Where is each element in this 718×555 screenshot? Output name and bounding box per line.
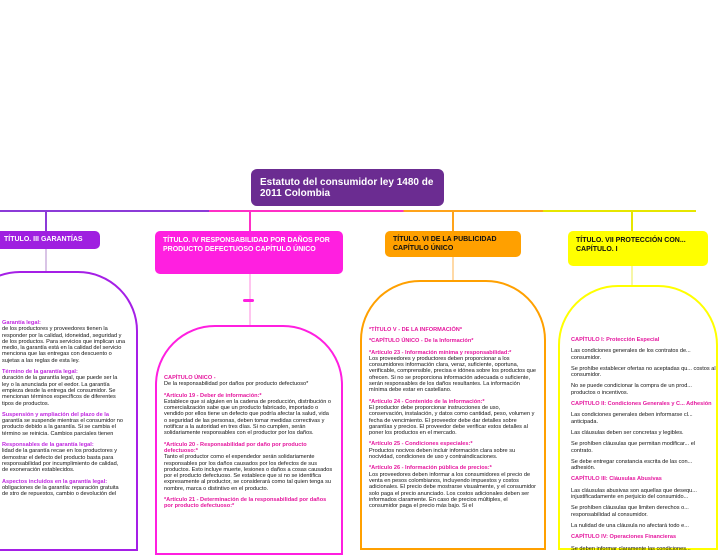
card-paragraph (571, 337, 716, 343)
topic-responsabilidad[interactable]: TÍTULO. IV RESPONSABILIDAD POR DAÑOS POR PRODUCTO DEFECTUOSO CAPÍTULO ÚNICO (155, 231, 343, 274)
topic-proteccion[interactable]: TÍTULO. VII PROTECCIÓN CON... CAPÍTULO. I (568, 231, 708, 266)
card-heading: *Artículo 24 - Contenido de la información:* (369, 398, 485, 405)
card-paragraph (571, 488, 716, 501)
card-paragraph (571, 505, 716, 518)
card-text: Se prohíbe establecer ofertas no aceptadas qu... costos al consumidor. (571, 365, 716, 379)
card-paragraph (369, 338, 536, 344)
card-heading: CAPÍTULO IV: Operaciones Financieras (571, 534, 677, 541)
card-paragraph (571, 366, 716, 379)
card-paragraph (571, 348, 716, 361)
card-paragraph (571, 476, 716, 482)
card-paragraph (164, 497, 333, 510)
card-text: De la responsabilidad por daños por producto defectuoso* (164, 381, 309, 388)
card-paragraph (571, 412, 716, 425)
card-text: Se deben informar claramente las condiciones... (571, 545, 691, 552)
card-paragraph (369, 441, 536, 460)
card-garantias[interactable] (0, 271, 138, 551)
card-paragraph (571, 383, 716, 396)
card-heading: *TÍTULO V - DE LA INFORMACIÓN* (369, 327, 463, 333)
connector-responsabilidad (249, 211, 251, 231)
card-text: Los proveedores y productores deben proporcionar a los consumidores información clara, veraz, suficiente, oportuna, verificable, comprensible, precisa e idónea sobre los productos que ofrecen. Si no se proporciona información adecuada o suficiente, serán responsables de los daños resultantes. La información mínima debe estar en castellano. (369, 355, 536, 394)
card-paragraph (571, 401, 716, 407)
connector-proteccion (631, 211, 633, 231)
card-paragraph (369, 399, 536, 437)
card-heading: Aspectos incluidos en la garantía legal: (2, 478, 108, 485)
card-paragraph (571, 430, 716, 436)
card-heading: Garantía legal: (2, 320, 41, 326)
topic-publicidad[interactable]: TÍTULO. VI DE LA PUBLICIDAD CAPÍTULO ÚNICO (385, 231, 521, 257)
card-paragraph (571, 534, 716, 540)
card-paragraph (571, 523, 716, 529)
card-paragraph (2, 479, 126, 498)
card-paragraph (571, 459, 716, 472)
card-text: El productor debe proporcionar instrucciones de uso, conservación, instalación, y datos como cantidad, peso, volumen y fecha de vencimiento. El proveedor debe dar detalles sobre garantías y precios. El proveedor debe verificar estos detalles al poner los productos en el mercado. (369, 404, 535, 437)
card-text: de los productores y proveedores tienen la responder por la calidad, idoneidad, seguridad y de los productos. Para servicios que implican una medio, la garantía está en la calidad del servicio menciona que las entregas con descuento o sujetas a las reglas de esta ley. (2, 326, 126, 364)
card-text: Los proveedores deben informar a los consumidores el precio de venta en pesos colombianos, incluyendo impuestos y costos adicionales. El precio debe mostrarse visualmente, y el consumidor solo paga el precio anunciado. Los costos adicionales deben ser informados claramente. En caso de precios múltiples, el consumidor paga el precio más bajo. Si el (369, 471, 536, 510)
connector-publicidad-card (452, 257, 454, 280)
card-paragraph (369, 350, 536, 394)
card-text: Se prohíben cláusulas que permitan modificar... el contrato. (571, 441, 696, 454)
card-text: lidad de la garantía recae en los productores y demostrar el defecto del producto basta para responsabilidad por incumplimiento de calidad, de exoneración establecidos. (2, 448, 119, 474)
card-text: Las cláusulas deben ser concretas y legibles. (571, 429, 684, 436)
card-heading: *Artículo 23 - Información mínima y responsabilidad:* (369, 349, 512, 356)
card-heading: CAPÍTULO ÚNICO - (164, 375, 216, 381)
card-paragraph (571, 546, 716, 552)
card-paragraph (164, 375, 333, 388)
card-text: duración de la garantía legal, que puede ser la ley o la anunciada por el eedor. La garantía empieza desde la entrega del consumidor. Se mencionan términos específicos de diferentes tipos de productos. (2, 375, 118, 407)
card-paragraph (2, 320, 126, 364)
card-text: Las condiciones generales deben informarse cl... anticipada. (571, 412, 693, 425)
card-paragraph (369, 465, 536, 509)
card-heading: *Artículo 20 - Responsabilidad por daño por producto defectuoso:* (164, 441, 307, 454)
card-text: Productos nocivos deben incluir información clara sobre su nocividad, condiciones de uso y contraindicaciones. (369, 447, 516, 461)
card-heading: *Artículo 26 - Información pública de precios:* (369, 465, 492, 472)
connector-proteccion-card (631, 266, 633, 285)
card-text: Establece que si alguien en la cadena de producción, distribución o comercialización sabe que un producto fabricado, importado o vendido por ellos tiene un defecto que podría afectar la salud, vida o seguridad de las personas, deben tomar medidas correctivas y notificar a la autoridad en tres días. Si no cumplen, serán solidariamente responsables con el productor por los daños. (164, 398, 331, 437)
card-paragraph (2, 412, 126, 437)
card-text: Tanto el productor como el expendedor serán solidariamente responsables por los daños causados por los defectos de sus productos. Esto incluye muerte, lesiones o daños a cosas causados por el producto defectuoso. Se establece que si no se identifica expresamente al productor, se considerará como tal quien tenga su nombre, marca o distintivo en el producto. (164, 454, 333, 492)
central-topic[interactable]: Estatuto del consumidor ley 1480 de 2011 Colombia (251, 169, 444, 206)
card-paragraph (571, 441, 716, 454)
card-heading: *Artículo 19 - Deber de información:* (164, 392, 262, 399)
connector-garantias-card (45, 249, 47, 271)
card-heading: *Artículo 21 - Determinación de la responsabilidad por daños por producto defectuoso:* (164, 497, 327, 510)
connector-garantias (45, 211, 47, 231)
card-paragraph (164, 442, 333, 492)
card-paragraph (164, 393, 333, 437)
card-paragraph (369, 327, 536, 333)
card-text: La nulidad de una cláusula no afectará todo e... (571, 522, 689, 529)
card-heading: Término de la garantía legal: (2, 369, 78, 376)
card-text: garantía se suspende mientras el consumidor no producto debido a la garantía. Si se cambia el término se reinicia. Cambios parciales tienen (2, 418, 123, 437)
card-heading: CAPÍTULO III: Cláusulas Abusivas (571, 476, 662, 483)
card-heading: CAPÍTULO II: Condiciones Generales y C... Adhesión (571, 401, 712, 408)
card-heading: Suspensión y ampliación del plazo de la (2, 411, 109, 418)
card-text: Las cláusulas abusivas son aquellas que desequ... injustificadamente en perjuicio del consumido... (571, 487, 697, 501)
topic-garantias[interactable]: TÍTULO. III GARANTÍAS (0, 231, 100, 249)
card-heading: CAPÍTULO I: Protección Especial (571, 337, 660, 343)
card-publicidad[interactable] (360, 280, 546, 550)
main-connector-line (0, 210, 696, 212)
card-text: Se prohíben cláusulas que limiten derechos o... responsabilidad al consumidor. (571, 505, 689, 518)
card-heading: Responsables de la garantía legal: (2, 442, 94, 449)
card-heading: *CAPÍTULO ÚNICO - De la Información* (369, 338, 474, 345)
card-text: Se debe entregar constancia escrita de las con... adhesión. (571, 458, 693, 472)
card-responsabilidad[interactable] (155, 325, 343, 555)
card-paragraph (2, 442, 126, 473)
connector-publicidad (452, 211, 454, 231)
collapse-handle[interactable] (243, 299, 254, 302)
card-proteccion[interactable] (558, 285, 718, 550)
card-text: obligaciones de la garantía: reparación gratuita de stro de repuestos, cambio o devolución del (2, 484, 119, 498)
card-text: No se puede condicionar la compra de un prod... productos o incentivos. (571, 383, 692, 396)
card-text: Las condiciones generales de los contratos de... consumidor. (571, 348, 691, 361)
card-paragraph (2, 369, 126, 407)
card-heading: *Artículo 25 - Condiciones especiales:* (369, 441, 473, 448)
